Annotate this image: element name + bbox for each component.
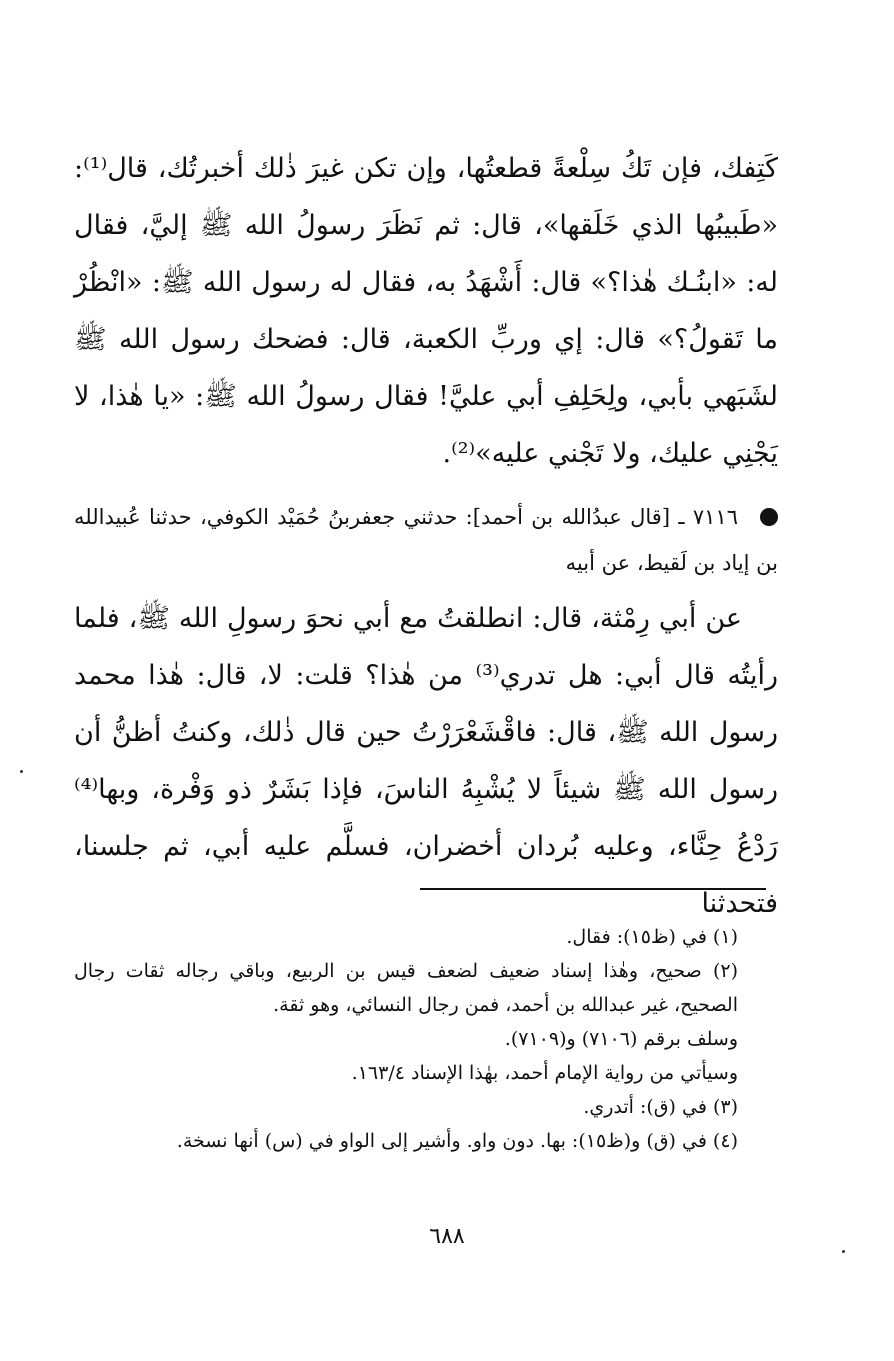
footnote-2: (٢) صحيح، وهٰذا إسناد ضعيف لضعف قيس بن الربيع، وباقي رجاله ثقات رجال الصحيح، غير عبدالله بن أحمد، فمن رجال النسائي، وهو ثقة. [74,960,738,1016]
bullet-icon [760,508,778,526]
hadith-body [74,590,778,932]
scan-speck [842,1250,845,1253]
footnote-4: (٤) في (ق) و(ظ١٥): بها. دون واو. وأشير إلى الواو في (س) أنها نسخة. [176,1130,738,1152]
main-paragraph: كَتِفك، فإن تَكُ سِلْعةً قطعتُها، وإن تكن غيرَ ذٰلك أخبرتُك، قال⁽¹⁾: «طَبيبُها الذي خَلَقها»، قال: ثم نَظَرَ رسولُ الله ﷺ إليَّ، فقال له: «ابنُـك هٰذا؟» قال: أَشْهَدُ به، فقال له رسول الله ﷺ: «انْظُرْ ما تَقولُ؟» قال: إي وربِّ الكعبة، قال: فضحك رسول الله ﷺ لشَبَهي بأبي، ولِحَلِفِ أبي عليَّ! فقال رسولُ الله ﷺ: «يا هٰذا، لا يَجْنِي عليك، ولا تَجْني عليه»⁽²⁾. [74,153,778,469]
hadith-isnad: ٧١١٦ ـ [قال عبدُالله بن أحمد]: حدثني جعفربنُ حُمَيْد الكوفي، حدثنا عُبيدالله بن إياد بن لَقيط، عن أبيه [74,505,778,575]
footnote-1: (١) في (ظ١٥): فقال. [566,926,738,948]
footnotes [74,920,778,1158]
footnote-divider [420,888,766,890]
hadith-matn: عن أبي رِمْثة، قال: انطلقتُ مع أبي نحوَ رسولِ الله ﷺ، فلما رأيتُه قال أبي: هل تدري⁽³⁾ من هٰذا؟ قلت: لا، قال: هٰذا محمد رسول الله ﷺ، قال: فاقْشَعْرَرْتُ حين قال ذٰلك، وكنتُ أظنُّ أن رسول الله ﷺ شيئاً لا يُشْبِهُ الناسَ، فإذا بَشَرٌ ذو وَفْرة، وبها⁽⁴⁾ رَدْعُ حِنَّاء، وعليه بُردان أخضران، فسلَّم عليه أبي، ثم جلسنا، فتحدثنا [74,603,778,919]
footnote-2-ref-ahmad: وسيأتي من رواية الإمام أحمد، بهٰذا الإسناد ١٦٣/٤. [351,1062,738,1084]
footnote-2-ref: وسلف برقم (٧١٠٦) و(٧١٠٩). [504,1028,738,1050]
footnote-3: (٣) في (ق): أتدري. [583,1096,738,1118]
scan-speck [20,770,23,773]
hadith-header [74,494,778,586]
page-number: ٦٨٨ [429,1224,465,1249]
